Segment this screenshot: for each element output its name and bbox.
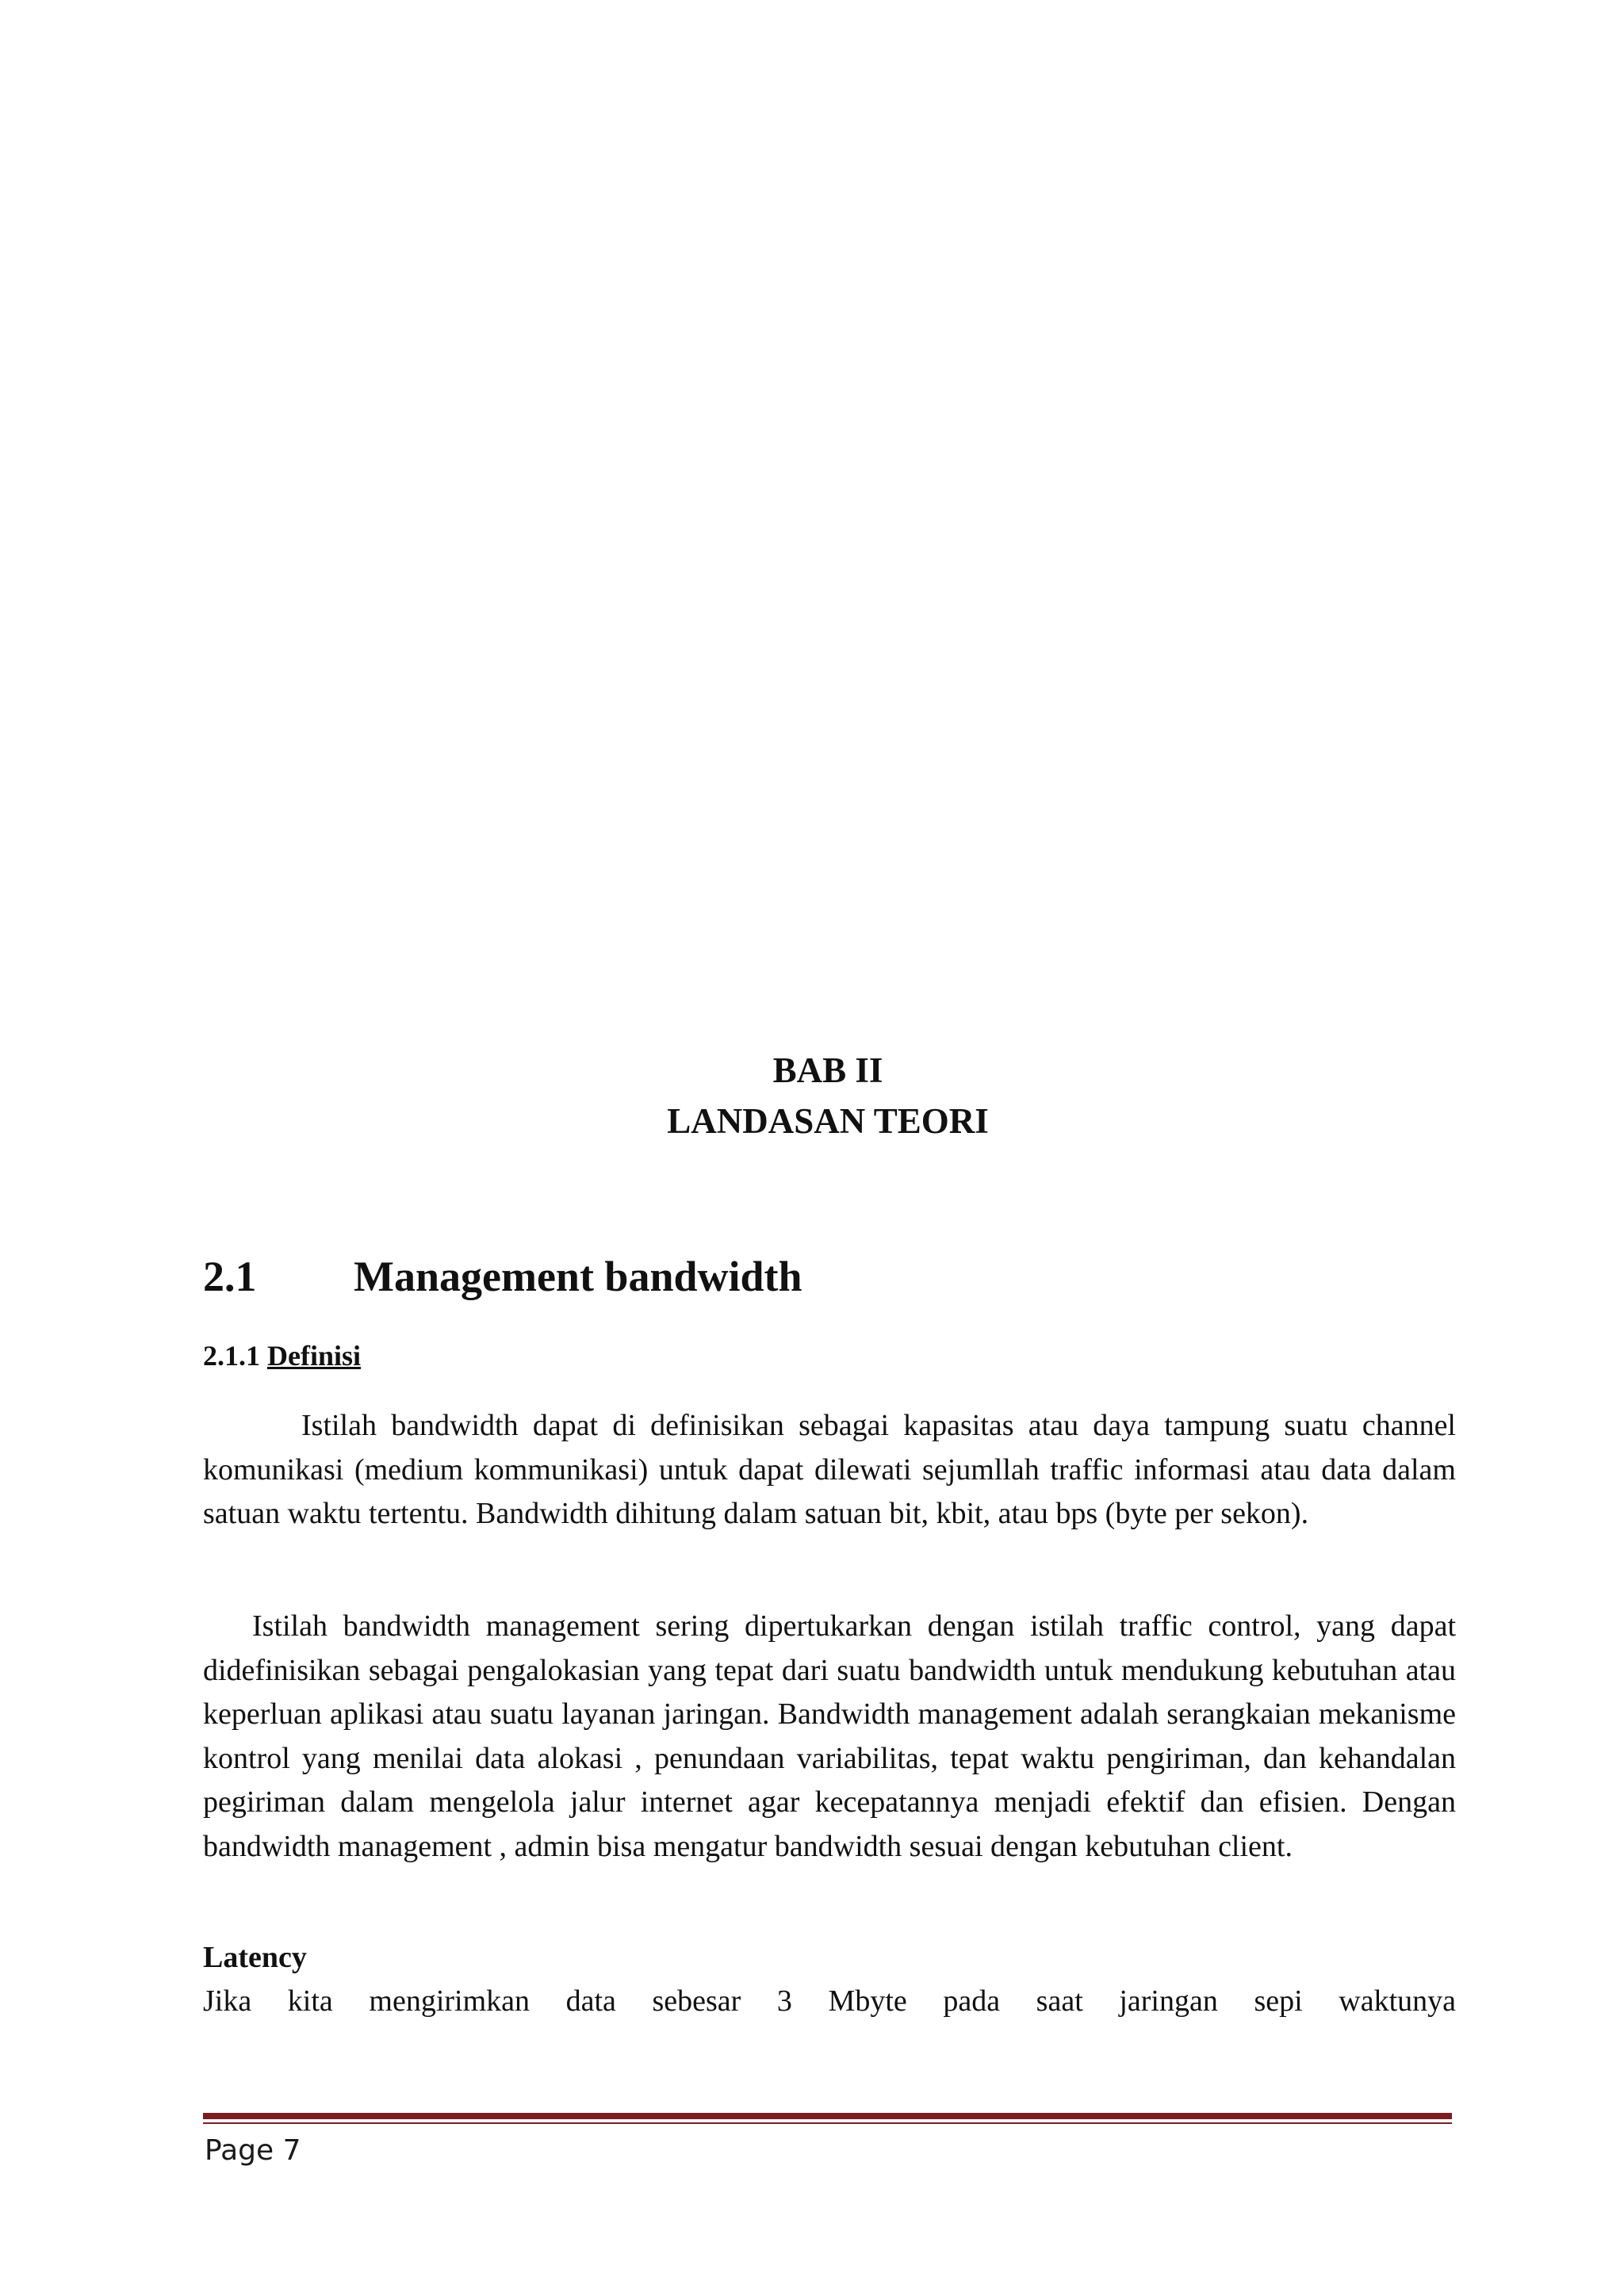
footer-rule-thin [203, 2122, 1452, 2124]
page-number: Page 7 [205, 2134, 301, 2167]
subsection-heading [203, 1335, 361, 1376]
section-number: 2.1 [203, 1253, 257, 1300]
latency-heading: Latency [203, 1941, 307, 1974]
section-title: Management bandwidth [354, 1253, 802, 1300]
subsection-title: Definisi [267, 1340, 362, 1372]
chapter-heading [0, 1045, 1624, 1146]
paragraph-bandwidth-management: Istilah bandwidth management sering dipertukarkan dengan istilah traffic control, yang dapat didefinisikan sebagai pengalokasian yang tepat dari suatu bandwidth untuk mendukung kebutuhan atau keperluan aplikasi atau suatu layanan jaringan. Bandwidth management adalah serangkaian mekanisme kontrol yang menilai data alokasi , penundaan variabilitas, tepat waktu pengiriman, dan kehandalan pegiriman dalam mengelola jalur internet agar kecepatannya menjadi efektif dan efisien. Dengan bandwidth management , admin bisa mengatur bandwidth sesuai dengan kebutuhan client. [203, 1609, 1456, 1863]
chapter-title: LANDASAN TEORI [667, 1101, 989, 1141]
footer-rule [203, 2113, 1452, 2119]
subsection-number: 2.1.1 [203, 1340, 260, 1372]
chapter-number: BAB II [772, 1050, 883, 1090]
paragraph-definition: Istilah bandwidth dapat di definisikan sebagai kapasitas atau daya tampung suatu channel komunikasi (medium kommunikasi) untuk dapat dilewati sejumllah traffic informasi atau data dalam satuan waktu tertentu. Bandwidth dihitung dalam satuan bit, kbit, atau bps (byte per sekon). [203, 1409, 1456, 1530]
paragraph-latency: Jika kita mengirimkan data sebesar 3 Mbyte pada saat jaringan sepi waktunya [203, 1984, 1456, 2018]
section-heading [203, 1248, 1456, 1305]
